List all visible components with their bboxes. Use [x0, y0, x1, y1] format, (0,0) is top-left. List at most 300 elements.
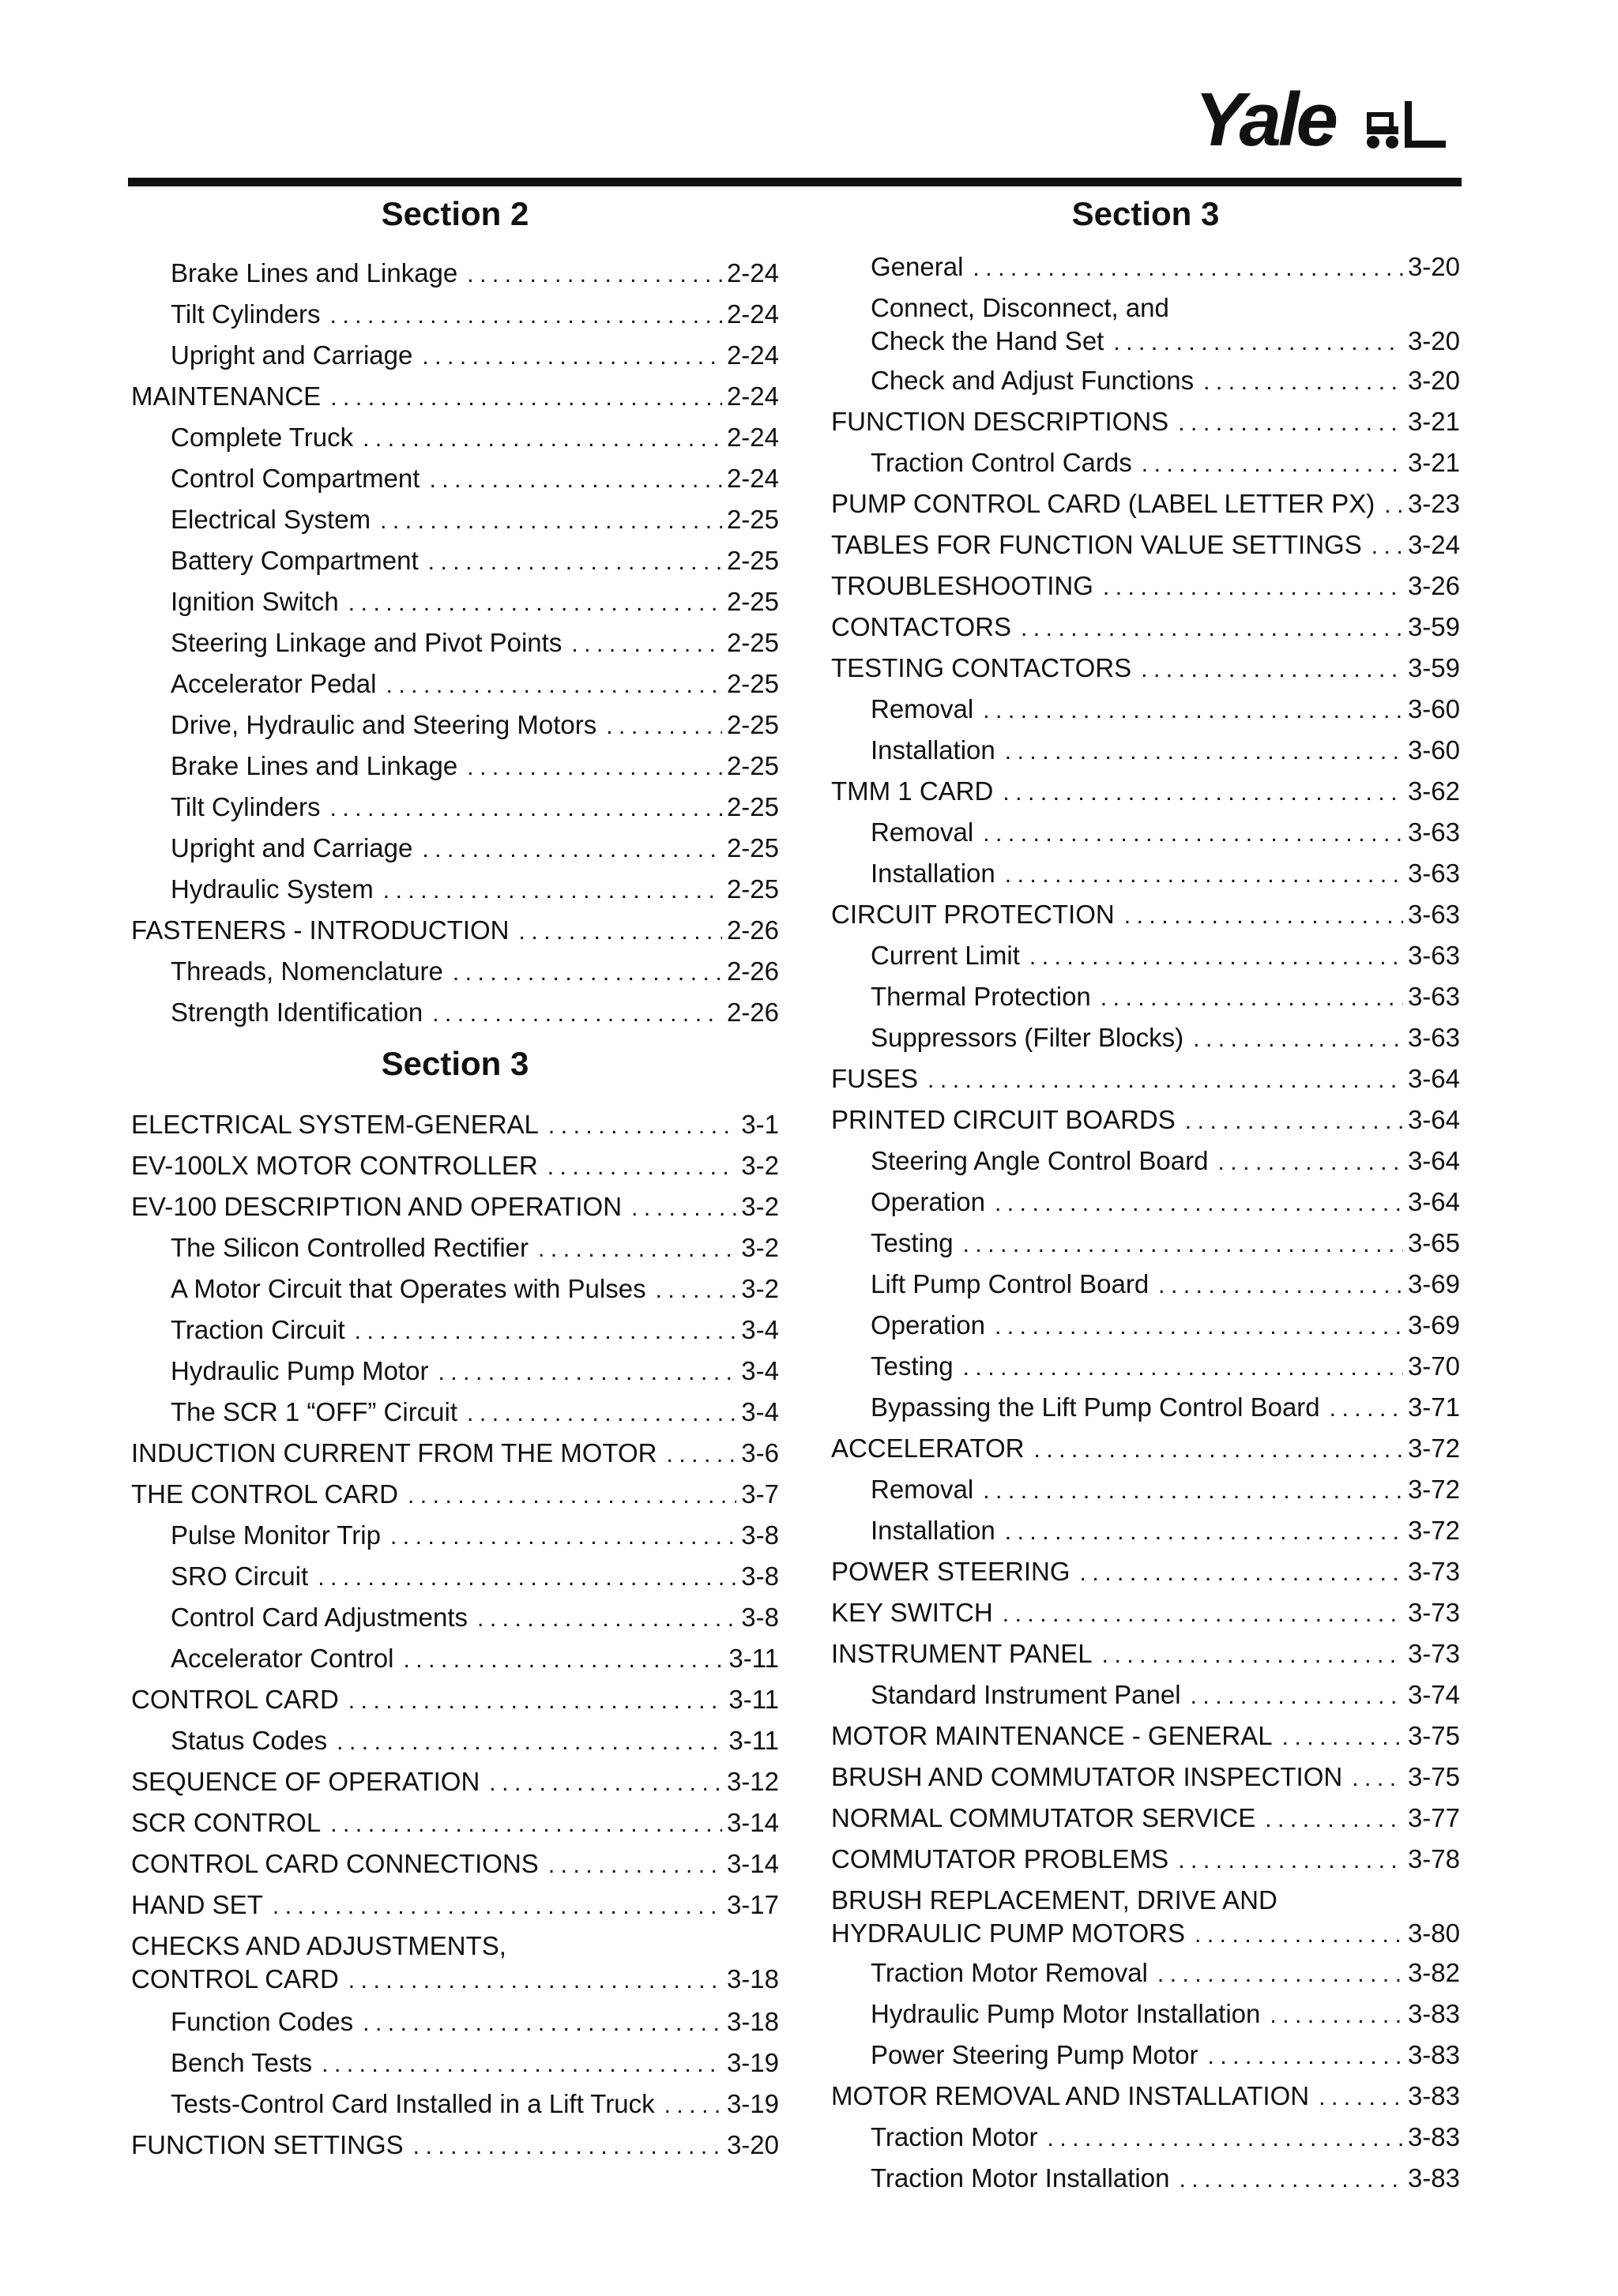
toc-entry-title: ACCELERATOR: [831, 1434, 1025, 1463]
toc-entry-row: [171, 791, 779, 825]
toc-page-number: 3-60: [1407, 694, 1460, 723]
toc-entry-row: [171, 2046, 779, 2081]
dot-leader: [422, 340, 722, 374]
toc-page-number: 3-72: [1407, 1516, 1460, 1545]
toc-entry: [131, 914, 779, 949]
toc-page-number: 3-26: [1407, 571, 1460, 600]
toc-entry-title: Upright and Carriage: [171, 833, 413, 862]
toc-entry-title: Traction Motor Installation: [871, 2163, 1170, 2193]
toc-entry-title: Tilt Cylinders: [171, 299, 321, 329]
dot-leader: [1102, 1639, 1403, 1672]
toc-entry-title: Testing: [871, 1228, 954, 1257]
dot-leader: [329, 792, 721, 825]
dot-leader: [1103, 571, 1403, 604]
toc-entry-title: FASTENERS - INTRODUCTION: [131, 915, 510, 945]
toc-entry-row: [131, 1108, 779, 1143]
dot-leader: [1352, 1762, 1403, 1795]
toc-entry: [171, 708, 779, 743]
toc-entry: [171, 1560, 779, 1595]
svg-text:Yale: Yale: [1195, 77, 1335, 156]
dot-leader: [489, 1767, 722, 1800]
toc-entry-row: [831, 652, 1460, 686]
toc-entry-row: [871, 364, 1460, 399]
toc-entry: [871, 1678, 1460, 1713]
toc-entry-title: Steering Linkage and Pivot Points: [171, 628, 563, 657]
toc-entry-title: Ignition Switch: [171, 587, 339, 616]
toc-entry-row: [171, 750, 779, 784]
toc-entry-title: Drive, Hydraulic and Steering Motors: [171, 710, 597, 739]
dot-leader: [995, 1187, 1403, 1220]
toc-entry: [871, 1473, 1460, 1508]
toc-entry-title: Installation: [871, 1516, 995, 1545]
toc-entry-title: CONTACTORS: [831, 612, 1011, 641]
toc-entry: [831, 1596, 1460, 1631]
toc-entry-row: [871, 1997, 1460, 2032]
toc-entry-row: [871, 1514, 1460, 1549]
toc-page-number: 3-59: [1407, 612, 1460, 641]
toc-entry: [871, 816, 1460, 851]
toc-entry-row: [171, 667, 779, 702]
toc-entry: [131, 1683, 779, 1718]
toc-entry-title: Check and Adjust Functions: [871, 366, 1195, 395]
toc-page-number: 3-83: [1407, 2081, 1460, 2110]
toc-page-number: 3-62: [1407, 776, 1460, 806]
toc-entry-title: FUNCTION DESCRIPTIONS: [831, 407, 1169, 436]
toc-entry: [831, 1843, 1460, 1877]
dot-leader: [1080, 1557, 1403, 1590]
dot-leader: [656, 1274, 737, 1307]
toc-page-number: 3-82: [1407, 1958, 1460, 1987]
toc-page-number: 3-4: [741, 1315, 779, 1344]
dot-leader: [1005, 1516, 1403, 1549]
toc-entry-row: [831, 405, 1460, 440]
toc-page-number: 2-26: [726, 998, 779, 1027]
toc-entry-title: Traction Circuit: [171, 1315, 345, 1344]
toc-page-number: 3-75: [1407, 1762, 1460, 1791]
toc-entry-row: [131, 1149, 779, 1184]
dot-leader: [1003, 776, 1403, 810]
toc-entry: [131, 1478, 779, 1513]
toc-page-number: 2-25: [726, 792, 779, 821]
dot-leader: [1208, 2040, 1403, 2073]
toc-entry-title: BRUSH AND COMMUTATOR INSPECTION: [831, 1762, 1343, 1791]
toc-entry-row: [831, 1637, 1460, 1672]
toc-entry-row: [171, 585, 779, 620]
toc-entry-title: Hydraulic Pump Motor Installation: [871, 1999, 1261, 2028]
toc-page-number: 3-63: [1407, 941, 1460, 970]
dot-leader: [538, 1233, 736, 1266]
toc-entry-row: [171, 1313, 779, 1348]
toc-entry-row: [871, 250, 1460, 285]
dot-leader: [1178, 1844, 1403, 1877]
toc-entry: [871, 1021, 1460, 1056]
toc-page-number: 2-25: [726, 669, 779, 698]
toc-entry: [171, 1519, 779, 1554]
toc-entry-row: [831, 1103, 1460, 1138]
dot-leader: [928, 1064, 1403, 1097]
toc-entry: [831, 569, 1460, 604]
toc-entry-row: [831, 1843, 1460, 1877]
toc-entry-title: Operation: [871, 1310, 985, 1340]
dot-leader: [1005, 735, 1403, 768]
toc-page-number: 3-2: [741, 1233, 779, 1262]
toc-entry-row: [871, 1678, 1460, 1713]
toc-entry-row: [871, 325, 1460, 359]
toc-page-number: 2-24: [726, 464, 779, 493]
toc-entry-row: [831, 1432, 1460, 1467]
dot-leader: [467, 751, 722, 784]
toc-entry-title: The SCR 1 “OFF” Circuit: [171, 1397, 458, 1426]
toc-entry-row: [831, 569, 1460, 604]
toc-entry-title: Installation: [871, 859, 995, 888]
toc-page-number: 2-25: [726, 751, 779, 780]
dot-leader: [1003, 1598, 1403, 1631]
dot-leader: [547, 1151, 737, 1184]
toc-entry: [831, 898, 1460, 933]
toc-entry: [171, 1355, 779, 1389]
toc-entry-row: [171, 955, 779, 990]
toc-entry-row: [871, 816, 1460, 851]
toc-page-number: 3-63: [1407, 817, 1460, 847]
toc-entry-row: [871, 1144, 1460, 1179]
toc-entry: [171, 503, 779, 538]
toc-entry-row: [171, 1396, 779, 1430]
dot-leader: [348, 1964, 722, 1997]
toc-page-number: 3-20: [726, 2130, 779, 2159]
toc-entry-row: [871, 2039, 1460, 2073]
toc-entry: [871, 1391, 1460, 1426]
toc-entry-title-line1: CHECKS AND ADJUSTMENTS,: [131, 1931, 506, 1960]
dot-leader: [963, 1228, 1403, 1261]
toc-page-number: 3-7: [741, 1479, 779, 1509]
toc-entry-title: THE CONTROL CARD: [131, 1479, 398, 1509]
toc-entry: [171, 585, 779, 620]
toc-entry: [171, 2005, 779, 2040]
toc-entry: [131, 1847, 779, 1882]
toc-entry-title: TABLES FOR FUNCTION VALUE SETTINGS: [831, 530, 1362, 559]
toc-entry-row: [871, 693, 1460, 727]
toc-entry-title: SEQUENCE OF OPERATION: [131, 1767, 480, 1796]
toc-entry: [831, 2080, 1460, 2114]
toc-entry-title: Function Codes: [171, 2007, 354, 2036]
toc-page-number: 3-20: [1407, 366, 1460, 395]
section-heading: Section 3: [381, 1045, 529, 1082]
toc-page-number: 3-6: [741, 1438, 779, 1467]
toc-page-number: 3-23: [1407, 489, 1460, 518]
dot-leader: [432, 998, 722, 1031]
dot-leader: [1282, 1721, 1403, 1754]
toc-entry-title: COMMUTATOR PROBLEMS: [831, 1844, 1169, 1873]
toc-page-number: 2-24: [726, 423, 779, 452]
toc-entry-title: Upright and Carriage: [171, 340, 413, 370]
dot-leader: [337, 1726, 724, 1759]
toc-entry-row: [831, 1062, 1460, 1097]
dot-leader: [1157, 1958, 1403, 1991]
toc-entry-title: Accelerator Pedal: [171, 669, 377, 698]
toc-entry-title: Hydraulic System: [171, 874, 374, 904]
toc-entry-row: [171, 339, 779, 374]
toc-entry-row: [831, 1555, 1460, 1590]
toc-entry-row: [831, 1719, 1460, 1754]
dot-leader: [1191, 1680, 1403, 1713]
toc-page-number: 3-20: [1407, 326, 1460, 355]
toc-page-number: 3-14: [726, 1808, 779, 1837]
toc-entry: [131, 1190, 779, 1225]
dot-leader: [273, 1890, 722, 1923]
dot-leader: [983, 817, 1403, 851]
toc-page-number: 3-59: [1407, 653, 1460, 682]
toc-entry: [131, 1930, 779, 1997]
toc-entry-row: [831, 611, 1460, 645]
toc-entry-title-line1: BRUSH REPLACEMENT, DRIVE AND: [831, 1885, 1277, 1915]
toc-entry: [871, 693, 1460, 727]
toc-entry-title: MAINTENANCE: [131, 381, 322, 411]
toc-entry-title: TMM 1 CARD: [831, 776, 994, 806]
toc-entry-title: CIRCUIT PROTECTION: [831, 900, 1115, 929]
dot-leader: [1203, 366, 1403, 399]
toc-entry-row: [131, 1888, 779, 1923]
dot-leader: [363, 423, 722, 456]
toc-entry-title: Steering Angle Control Board: [871, 1146, 1209, 1175]
toc-entry-row: [871, 1350, 1460, 1385]
toc-page-number: 3-11: [728, 1726, 779, 1755]
toc-entry-title: HYDRAULIC PUMP MOTORS: [831, 1918, 1186, 1948]
dot-leader: [1005, 859, 1403, 892]
toc-entry: [831, 1884, 1460, 1952]
dot-leader: [548, 1110, 736, 1143]
toc-entry: [831, 1555, 1460, 1590]
toc-page-number: 3-83: [1407, 2163, 1460, 2193]
dot-leader: [318, 1561, 736, 1595]
toc-entry-title: FUNCTION SETTINGS: [131, 2130, 404, 2159]
toc-entry-title: A Motor Circuit that Operates with Pulses: [171, 1274, 646, 1303]
toc-page-number: 3-12: [726, 1767, 779, 1796]
toc-entry: [831, 1802, 1460, 1836]
toc-entry: [171, 544, 779, 579]
dot-leader: [1372, 530, 1403, 563]
toc-entry-title: POWER STEERING: [831, 1557, 1071, 1586]
toc-page-number: 2-24: [726, 340, 779, 370]
toc-entry-row: [171, 421, 779, 456]
toc-page-number: 3-73: [1407, 1598, 1460, 1627]
toc-entry: [171, 2087, 779, 2122]
yale-logo: [1191, 77, 1460, 156]
toc-entry: [171, 462, 779, 497]
toc-entry-title: TESTING CONTACTORS: [831, 653, 1132, 682]
toc-entry: [171, 873, 779, 908]
toc-page-number: 3-4: [741, 1397, 779, 1426]
toc-entry: [831, 1432, 1460, 1467]
toc-entry-row: [131, 1190, 779, 1225]
toc-entry-row: [171, 2087, 779, 2122]
dot-leader: [467, 1397, 736, 1430]
dot-leader: [386, 669, 721, 702]
dot-leader: [348, 587, 722, 620]
toc-entry-row: [171, 257, 779, 291]
dot-leader: [606, 710, 722, 743]
dot-leader: [1178, 407, 1403, 440]
toc-entry-title: CONTROL CARD: [131, 1685, 339, 1714]
toc-page-number: 3-24: [1407, 530, 1460, 559]
toc-entry-title: Current Limit: [871, 941, 1020, 970]
toc-entry-row: [171, 462, 779, 497]
toc-entry-row: [171, 1601, 779, 1636]
toc-page-number: 3-18: [726, 1964, 779, 1993]
toc-entry: [831, 652, 1460, 686]
toc-entry-row: [831, 1802, 1460, 1836]
toc-page-number: 3-75: [1407, 1721, 1460, 1750]
toc-entry: [831, 1103, 1460, 1138]
toc-entry-row: [871, 446, 1460, 481]
dot-leader: [1113, 326, 1403, 359]
dot-leader: [1185, 1105, 1403, 1138]
dot-leader: [1265, 1803, 1403, 1836]
section-heading: Section 3: [1071, 195, 1220, 232]
toc-page-number: 3-69: [1407, 1269, 1460, 1298]
toc-entry: [831, 611, 1460, 645]
dot-leader: [1330, 1392, 1403, 1426]
dot-leader: [322, 2048, 722, 2081]
toc-entry-row: [871, 2162, 1460, 2196]
toc-page-number: 3-11: [728, 1685, 779, 1714]
toc-entry: [871, 1956, 1460, 1991]
toc-entry-title: Status Codes: [171, 1726, 328, 1755]
toc-entry-row: [831, 528, 1460, 563]
toc-entry-row: [871, 1227, 1460, 1261]
toc-page-number: 3-11: [728, 1644, 779, 1673]
toc-entry-title: Removal: [871, 817, 974, 847]
toc-entry-row: [131, 1478, 779, 1513]
toc-entry: [831, 1761, 1460, 1795]
toc-entry-title: INDUCTION CURRENT FROM THE MOTOR: [131, 1438, 657, 1467]
toc-entry: [871, 446, 1460, 481]
toc-entry-row: [171, 2005, 779, 2040]
toc-entry: [871, 364, 1460, 399]
toc-entry-title: Suppressors (Filter Blocks): [871, 1023, 1184, 1052]
toc-page-number: 3-14: [726, 1849, 779, 1878]
toc-page-number: 3-80: [1407, 1918, 1460, 1948]
toc-entry-row: [171, 1355, 779, 1389]
toc-page-number: 3-8: [741, 1561, 779, 1591]
toc-entry-row: [171, 503, 779, 538]
dot-leader: [383, 874, 722, 908]
dot-leader: [1270, 1999, 1403, 2032]
toc-page-number: 3-19: [726, 2089, 779, 2118]
toc-entry: [871, 2039, 1460, 2073]
toc-entry-title: PUMP CONTROL CARD (LABEL LETTER PX): [831, 489, 1375, 518]
dot-leader: [1124, 900, 1403, 933]
toc-entry: [831, 1719, 1460, 1754]
toc-entry-title: Bypassing the Lift Pump Control Board: [871, 1392, 1320, 1422]
toc-entry-row: [831, 1761, 1460, 1795]
toc-page-number: 3-17: [726, 1890, 779, 1919]
toc-entry: [171, 421, 779, 456]
toc-page-number: 3-4: [741, 1356, 779, 1385]
toc-page-number: 3-63: [1407, 900, 1460, 929]
toc-entry: [831, 487, 1460, 522]
toc-entry: [171, 1642, 779, 1677]
toc-page-number: 3-72: [1407, 1475, 1460, 1504]
toc-entry-row: [131, 1847, 779, 1882]
toc-entry-row: [171, 1272, 779, 1307]
dot-leader: [428, 546, 722, 579]
toc-entry-title: EV-100LX MOTOR CONTROLLER: [131, 1151, 538, 1180]
toc-page-number: 3-20: [1407, 252, 1460, 281]
toc-entry-row: [831, 487, 1460, 522]
toc-entry-row: [171, 1724, 779, 1759]
toc-entry: [871, 2121, 1460, 2155]
toc-entry-row: [871, 980, 1460, 1015]
dot-leader: [355, 1315, 737, 1348]
dot-leader: [1319, 2081, 1403, 2114]
toc-entry-row: [871, 734, 1460, 768]
dot-leader: [403, 1644, 724, 1677]
toc-entry-title: CONTROL CARD: [131, 1964, 339, 1993]
dot-leader: [348, 1685, 724, 1718]
toc-page-number: 3-65: [1407, 1228, 1460, 1257]
toc-entry-title: INSTRUMENT PANEL: [831, 1639, 1093, 1668]
toc-entry-title-line1: Connect, Disconnect, and: [871, 293, 1169, 322]
toc-page-number: 3-71: [1407, 1392, 1460, 1422]
toc-entry: [831, 528, 1460, 563]
toc-entry-title: NORMAL COMMUTATOR SERVICE: [831, 1803, 1256, 1832]
toc-entry: [871, 1227, 1460, 1261]
toc-entry: [171, 1724, 779, 1759]
toc-page-number: 2-25: [726, 874, 779, 904]
toc-entry: [871, 734, 1460, 768]
toc-entry-row: [131, 1765, 779, 1800]
dot-leader: [548, 1849, 722, 1882]
toc-entry: [131, 1806, 779, 1841]
toc-entry: [171, 955, 779, 990]
dot-leader: [413, 2130, 722, 2163]
toc-entry-title: Hydraulic Pump Motor: [171, 1356, 429, 1385]
toc-entry-title: Removal: [871, 1475, 974, 1504]
toc-page-number: 2-25: [726, 628, 779, 657]
toc-page-number: 3-21: [1407, 407, 1460, 436]
toc-page-number: 3-2: [741, 1151, 779, 1180]
toc-page-number: 3-21: [1407, 448, 1460, 477]
toc-entry-title: Battery Compartment: [171, 546, 419, 575]
toc-page-number: 3-73: [1407, 1557, 1460, 1586]
toc-entry: [171, 996, 779, 1031]
toc-entry-row: [871, 857, 1460, 892]
section-heading: Section 2: [381, 195, 529, 232]
toc-entry-title: Brake Lines and Linkage: [171, 751, 458, 780]
toc-entry-title: Traction Motor: [871, 2122, 1038, 2151]
toc-entry: [171, 626, 779, 661]
toc-entry-row: [871, 1186, 1460, 1220]
toc-entry: [871, 1309, 1460, 1343]
toc-entry: [131, 1108, 779, 1143]
toc-entry-title: Lift Pump Control Board: [871, 1269, 1150, 1298]
toc-entry-row: [871, 1309, 1460, 1343]
toc-page-number: 3-83: [1407, 2040, 1460, 2069]
toc-page-number: 3-69: [1407, 1310, 1460, 1340]
toc-page-number: 2-26: [726, 956, 779, 986]
toc-page-number: 2-25: [726, 710, 779, 739]
toc-entry: [171, 298, 779, 333]
dot-leader: [408, 1479, 736, 1513]
dot-leader: [1021, 612, 1403, 645]
dot-leader: [453, 956, 722, 990]
toc-entry-title: Accelerator Control: [171, 1644, 394, 1673]
toc-entry: [131, 1437, 779, 1471]
toc-entry: [871, 1268, 1460, 1302]
toc-entry: [871, 1350, 1460, 1385]
toc-entry-row: [171, 873, 779, 908]
toc-entry-row: [171, 1519, 779, 1554]
